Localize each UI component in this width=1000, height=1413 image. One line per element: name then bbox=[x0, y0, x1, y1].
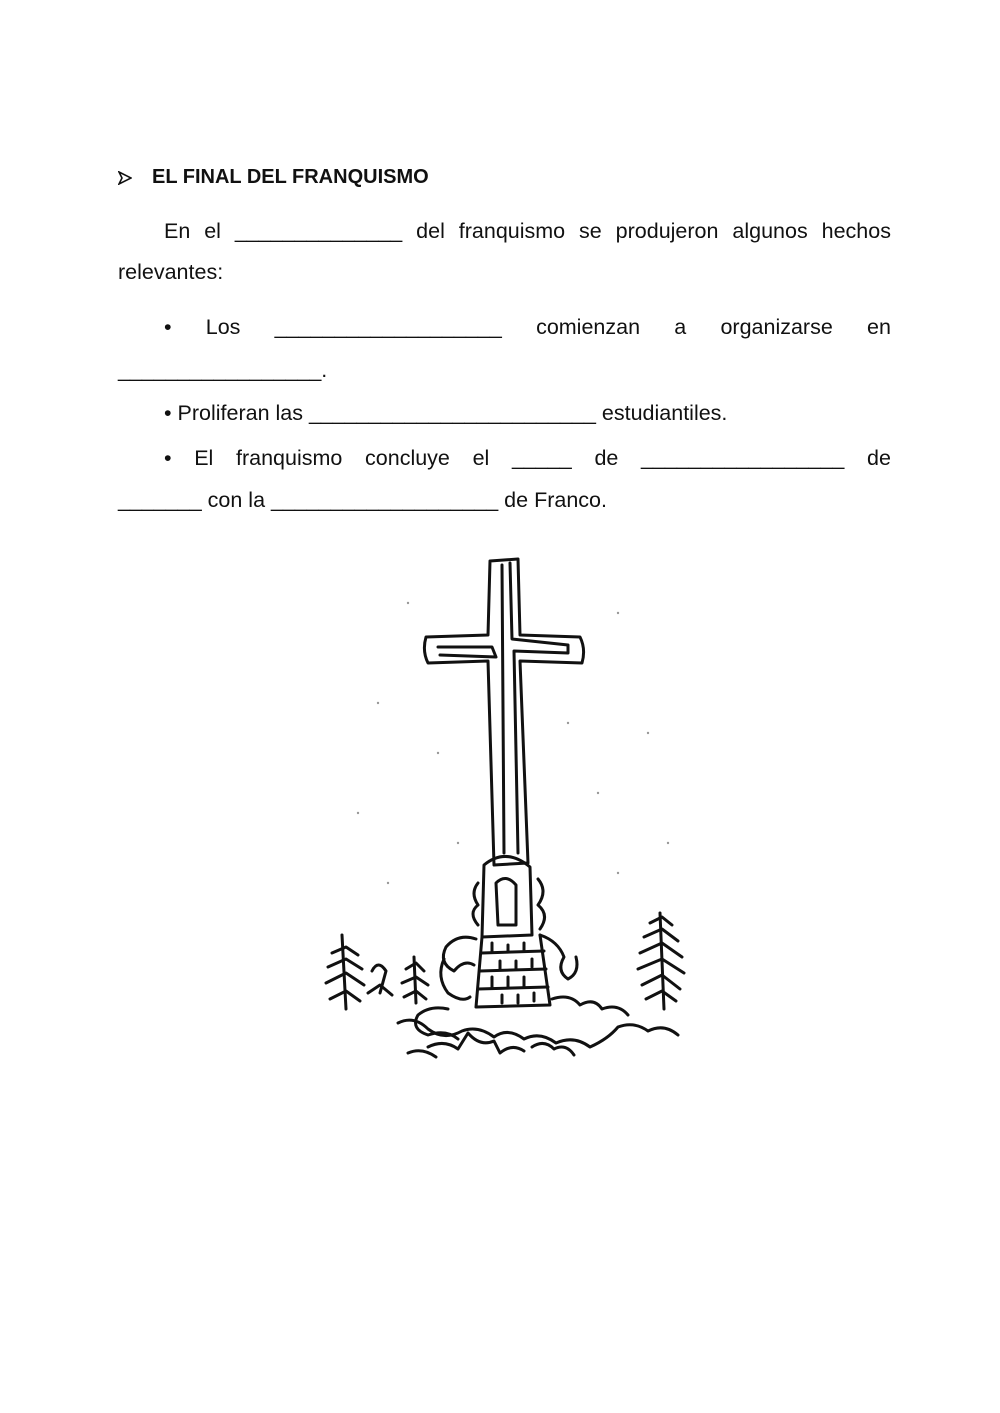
bullet-1-line-2: _________________. bbox=[118, 358, 328, 382]
bullet-3-line-1: • El franquismo concluye el _____ de _________________ de bbox=[164, 438, 891, 478]
bullet-symbol: • bbox=[164, 315, 172, 339]
intro-line-1: En el ______________ del franquismo se produjeron algunos hechos bbox=[164, 211, 891, 251]
arrow-bullet-icon bbox=[118, 171, 132, 185]
bullet-symbol: • bbox=[164, 401, 172, 425]
section-heading bbox=[118, 166, 429, 189]
bullet-3-line-2: _______ con la ___________________ de Franco. bbox=[118, 488, 607, 512]
bullet-2 bbox=[164, 393, 891, 433]
section-title: EL FINAL DEL FRANQUISMO bbox=[152, 166, 429, 188]
blank-3: _____ bbox=[511, 446, 572, 470]
bullet-2-text: Proliferan las ________________________ estudiantiles. bbox=[177, 401, 728, 425]
bullet-1-line-1: • Los ___________________ comienzan a organizarse en bbox=[164, 307, 891, 347]
blank-2: ___________________ bbox=[274, 315, 502, 339]
blank-1: ______________ bbox=[234, 219, 403, 243]
bullet-symbol: • bbox=[164, 446, 172, 470]
blank-4: _________________ bbox=[641, 446, 845, 470]
cross-monument-drawing bbox=[318, 553, 698, 1073]
intro-line-2: relevantes: bbox=[118, 260, 224, 284]
